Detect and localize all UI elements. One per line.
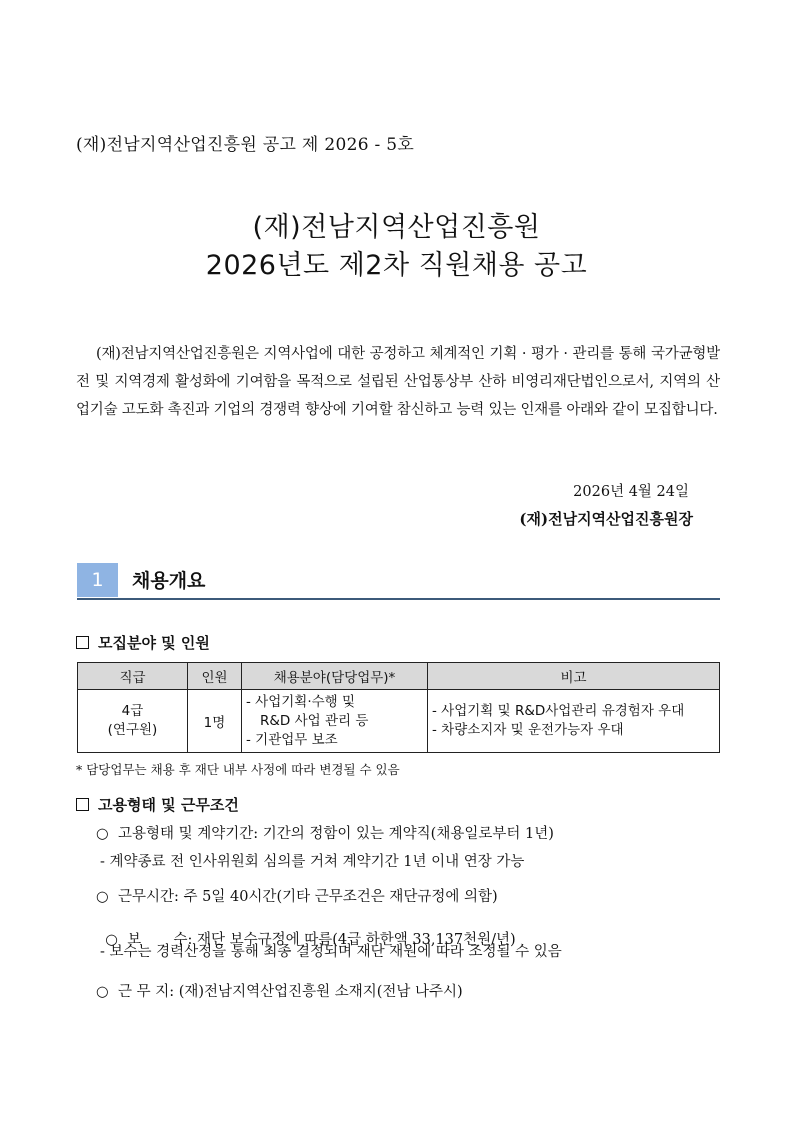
condition-location-text: 근 무 지: (재)전남지역산업진흥원 소재지(전남 나주시) xyxy=(118,984,463,1000)
section-number: 1 xyxy=(77,563,118,597)
cell-grade xyxy=(78,690,188,753)
cell-count: 1명 xyxy=(188,690,242,753)
duty-line-2: R&D 사업 관리 등 xyxy=(260,712,369,729)
issuer: (재)전남지역산업진흥원장 xyxy=(519,510,693,528)
title-line-2: 2026년도 제2차 직원채용 공고 xyxy=(205,250,588,281)
table-footnote: * 담당업무는 채용 후 재단 내부 사정에 따라 변경될 수 있음 xyxy=(76,762,400,777)
circle-bullet-icon: ○ xyxy=(105,932,118,948)
checkbox-square-icon xyxy=(76,636,89,649)
subsection-employment-label: 고용형태 및 근무조건 xyxy=(98,796,239,814)
header-grade: 직급 xyxy=(78,663,188,690)
circle-bullet-icon: ○ xyxy=(96,889,109,905)
table-row xyxy=(78,690,720,753)
notice-date: 2026년 4월 24일 xyxy=(573,484,689,500)
subsection-recruitment xyxy=(76,632,210,653)
duty-line-1: - 사업기획·수행 및 xyxy=(246,693,356,710)
condition-employment xyxy=(96,822,554,843)
grade-line-2: (연구원) xyxy=(107,722,158,738)
grade-line-1: 4급 xyxy=(121,703,144,719)
condition-employment-note: - 계약종료 전 인사위원회 심의를 거쳐 계약기간 1년 이내 연장 가능 xyxy=(100,854,525,870)
circle-bullet-icon: ○ xyxy=(96,826,109,842)
condition-hours xyxy=(96,885,498,906)
checkbox-square-icon xyxy=(76,798,89,811)
cell-note xyxy=(428,690,720,753)
section-header xyxy=(77,563,720,600)
header-note: 비고 xyxy=(428,663,720,690)
condition-employment-text: 고용형태 및 계약기간: 기간의 정함이 있는 계약직(채용일로부터 1년) xyxy=(118,826,554,842)
recruitment-table xyxy=(77,662,720,753)
subsection-employment xyxy=(76,794,239,815)
section-title: 채용개요 xyxy=(132,570,206,592)
condition-pay-note: - 보수는 경력산정을 통해 최종 결정되며 재단 재원에 따라 조정될 수 있음 xyxy=(100,944,562,960)
header-duty: 채용분야(담당업무)* xyxy=(242,663,428,690)
subsection-recruitment-label: 모집분야 및 인원 xyxy=(98,634,210,652)
duty-line-3: - 기관업무 보조 xyxy=(246,731,338,748)
condition-location xyxy=(96,980,463,1001)
circle-bullet-icon: ○ xyxy=(96,984,109,1000)
condition-pay-text: 보 수: 재단 보수규정에 따름(4급 하한액 33,137천원/년) xyxy=(127,932,516,948)
header-count: 인원 xyxy=(188,663,242,690)
title-line-1: (재)전남지역산업진흥원 xyxy=(252,212,541,243)
note-line-1: - 사업기획 및 R&D사업관리 유경험자 우대 xyxy=(432,703,685,719)
table-header-row xyxy=(78,663,720,690)
intro-paragraph: (재)전남지역산업진흥원은 지역사업에 대한 공정하고 체계적인 기획 · 평가 · 관리를 통해 국가균형발전 및 지역경제 활성화에 기여함을 목적으로 설립된 산업통상부 산하 비영리재단법인으로서, 지역의 산업기술 고도화 촉진과 기업의 경쟁력 향상에 기여할 참신하고 능력 있는 인재를 아래와 같이 모집합니다. xyxy=(76,346,720,418)
cell-duty xyxy=(242,690,428,753)
note-line-2: - 차량소지자 및 운전가능자 우대 xyxy=(432,722,624,738)
notice-number: (재)전남지역산업진흥원 공고 제 2026 - 5호 xyxy=(76,135,415,155)
condition-hours-text: 근무시간: 주 5일 40시간(기타 근무조건은 재단규정에 의함) xyxy=(118,889,498,905)
